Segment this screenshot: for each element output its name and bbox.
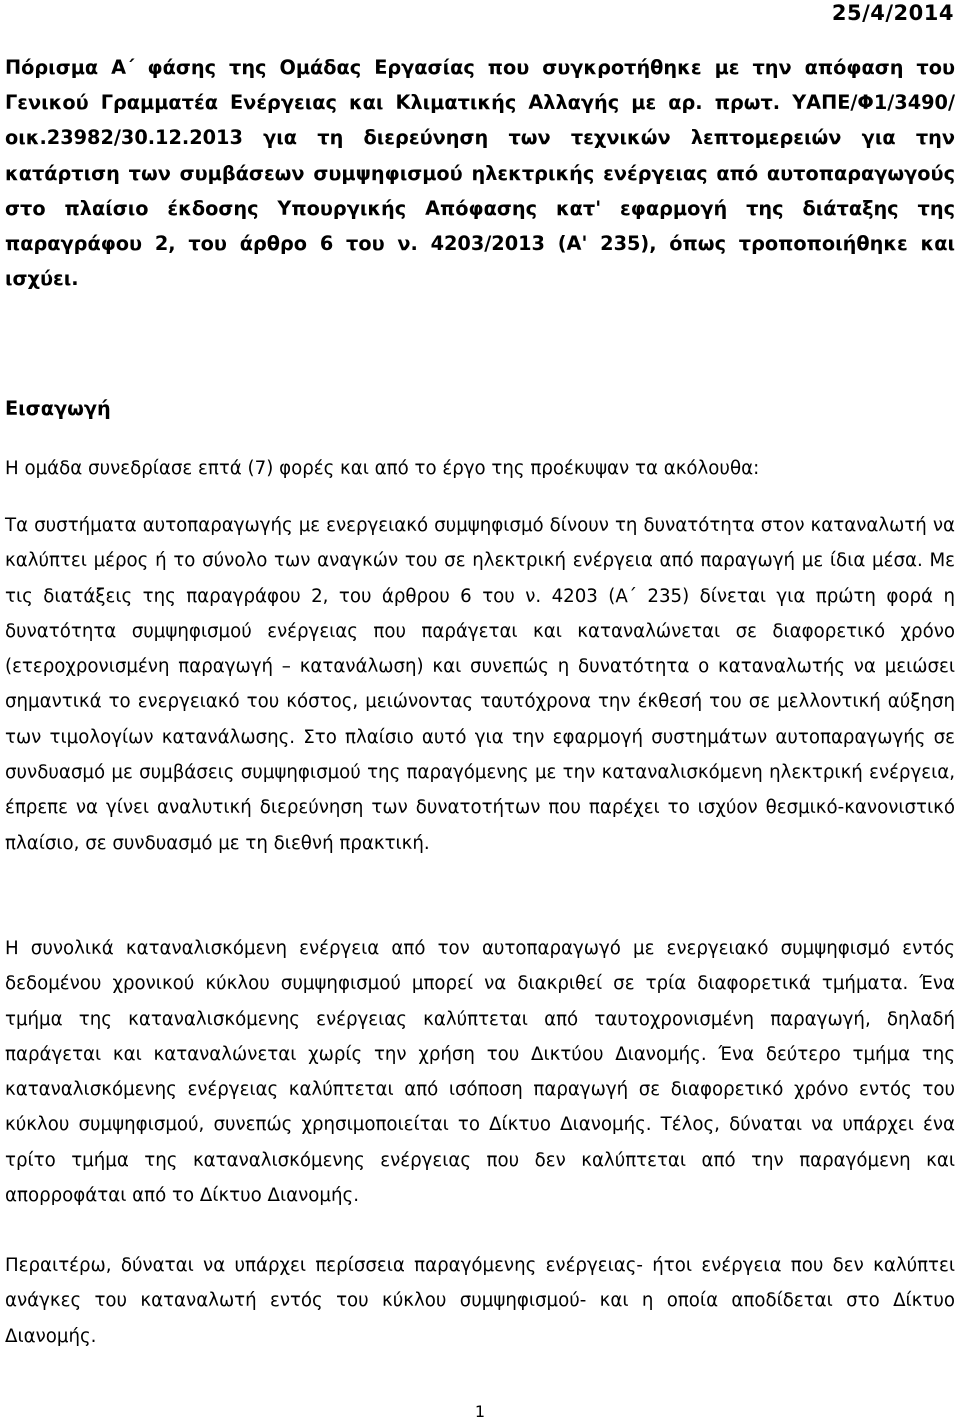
document-date: 25/4/2014 [831, 1, 954, 25]
section-heading-introduction: Εισαγωγή [5, 397, 111, 420]
paragraph-intro: Η ομάδα συνεδρίασε επτά (7) φορές και από το έργο της προέκυψαν τα ακόλουθα: [5, 458, 760, 479]
page-number: 1 [474, 1402, 486, 1421]
document-title: Πόρισμα Α΄ φάσης της Ομάδας Εργασίας που συγκροτήθηκε με την απόφαση του Γενικού Γραμματέα Ενέργειας και Κλιματικής Αλλαγής με αρ. πρωτ. ΥΑΠΕ/Φ1/3490/οικ.23982/30.12.2013 για τη διερεύνηση των τεχνικών λεπτομερειών για την κατάρτιση των συμβάσεων συμψηφισμού ηλεκτρικής ενέργειας από αυτοπαραγωγούς στο πλαίσιο έκδοσης Υπουργικής Απόφασης κατ' εφαρμογή της διάταξης της παραγράφου 2, του άρθρο 6 του ν. 4203/2013 (Α' 235), όπως τροποποιήθηκε και ισχύει. [5, 56, 955, 291]
paragraph-surplus-energy: Περαιτέρω, δύναται να υπάρχει περίσσεια παραγόμενης ενέργειας- ήτοι ενέργεια που δεν καλύπτει ανάγκες του καταναλωτή εντός του κύκλου συμψηφισμού- και η οποία αποδίδεται στο Δίκτυο Διανομής. [5, 1255, 955, 1347]
paragraph-self-production: Τα συστήματα αυτοπαραγωγής με ενεργειακό συμψηφισμό δίνουν τη δυνατότητα στον καταναλωτή να καλύπτει μέρος ή το σύνολο των αναγκών του σε ηλεκτρική ενέργεια από παραγωγή με ίδια μέσα. Με τις διατάξεις της παραγράφου 2, του άρθρου 6 του ν. 4203 (Α΄ 235) δίνεται για πρώτη φορά η δυνατότητα συμψηφισμού ενέργειας που παράγεται και καταναλώνεται σε διαφορετικό χρόνο (ετεροχρονισμένη παραγωγή – κατανάλωση) και συνεπώς η δυνατότητα ο καταναλωτής να μειώσει σημαντικά το ενεργειακό του κόστος, μειώνοντας ταυτόχρονα την έκθεσή του σε μελλοντική αύξηση των τιμολογίων κατανάλωσης. Στο πλαίσιο αυτό για την εφαρμογή συστημάτων αυτοπαραγωγής σε συνδυασμό με συμβάσεις συμψηφισμού της παραγόμενης με την καταναλισκόμενη ηλεκτρική ενέργεια, έπρεπε να γίνει αναλυτική διερεύνηση των δυνατοτήτων που παρέχει το ισχύον θεσμικό-κανονιστικό πλαίσιο, σε συνδυασμό με τη διεθνή πρακτική. [5, 515, 955, 854]
paragraph-consumption-parts: Η συνολικά καταναλισκόμενη ενέργεια από τον αυτοπαραγωγό με ενεργειακό συμψηφισμό εντός δεδομένου χρονικού κύκλου συμψηφισμού μπορεί να διακριθεί σε τρία διαφορετικά τμήματα. Ένα τμήμα της καταναλισκόμενης ενέργειας καλύπτεται από ταυτοχρονισμένη παραγωγή, δηλαδή παράγεται και καταναλώνεται χωρίς την χρήση του Δικτύου Διανομής. Ένα δεύτερο τμήμα της καταναλισκόμενης ενέργειας καλύπτεται από ισόποση παραγωγή σε διαφορετικό χρόνο εντός του κύκλου συμψηφισμού, συνεπώς χρησιμοποιείται το Δίκτυο Διανομής. Τέλος, δύναται να υπάρχει ένα τρίτο τμήμα της καταναλισκόμενης ενέργειας που δεν καλύπτεται από την παραγόμενη και απορροφάται από το Δίκτυο Διανομής. [5, 938, 955, 1207]
